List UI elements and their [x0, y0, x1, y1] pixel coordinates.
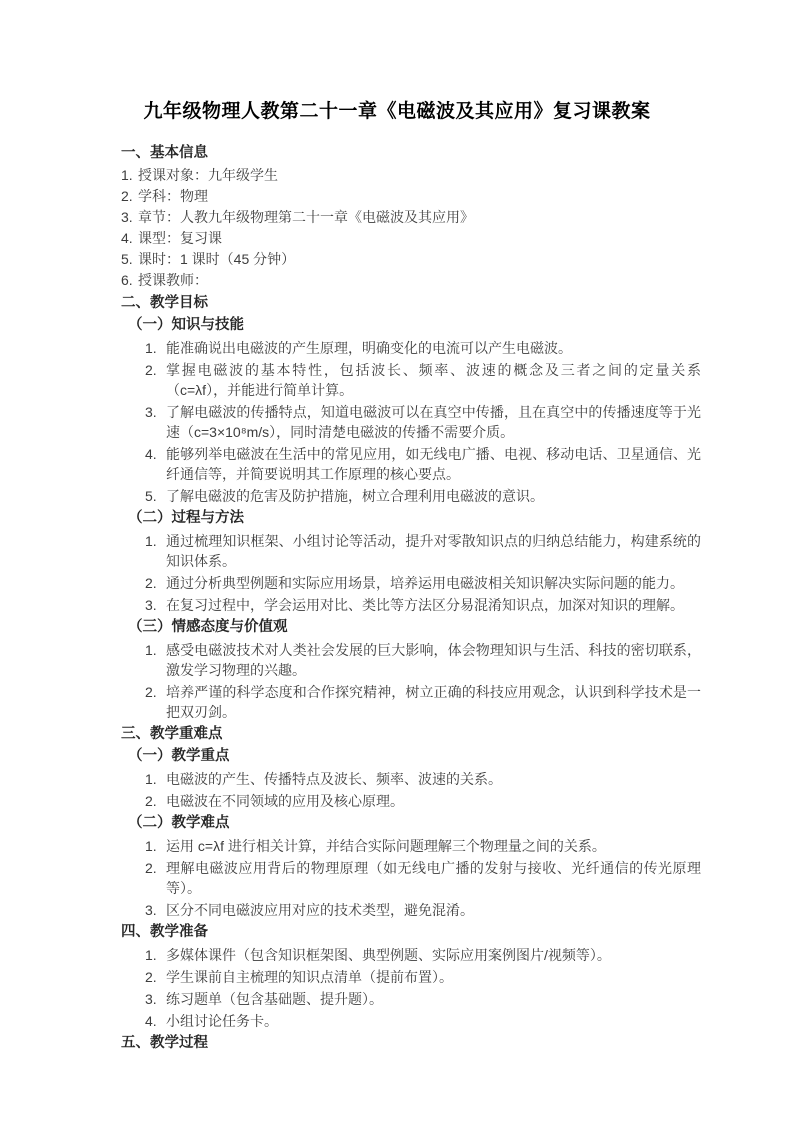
item-text: 运用 c=λf 进行相关计算，并结合实际问题理解三个物理量之间的关系。	[166, 838, 606, 854]
item-number: 1.	[145, 838, 157, 854]
item-text: 学生课前自主梳理的知识点清单（提前布置）。	[166, 969, 453, 985]
list-item	[121, 486, 701, 506]
list-item	[121, 640, 701, 680]
subsection-heading: （二）教学难点	[128, 815, 230, 831]
item-number: 2.	[145, 969, 157, 985]
item-number: 2.	[145, 362, 157, 378]
list-item	[121, 573, 701, 593]
item-text: 了解电磁波的危害及防护措施，树立合理利用电磁波的意识。	[166, 488, 544, 504]
item-text: 授课对象：九年级学生	[138, 167, 278, 183]
subsection-heading: （二）过程与方法	[128, 510, 244, 526]
item-number: 3.	[145, 902, 157, 918]
item-number: 4.	[145, 1013, 157, 1029]
list-item	[121, 595, 701, 615]
info-line	[121, 186, 701, 207]
list-item	[121, 444, 701, 484]
item-text: 能够列举电磁波在生活中的常见应用，如无线电广播、电视、移动电话、卫星通信、光纤通信等，并简要说明其工作原理的核心要点。	[166, 446, 701, 482]
item-text: 能准确说出电磁波的产生原理，明确变化的电流可以产生电磁波。	[166, 340, 572, 356]
item-text: 理解电磁波应用背后的物理原理（如无线电广播的发射与接收、光纤通信的传光原理等）。	[166, 860, 701, 896]
item-number: 1.	[121, 167, 133, 183]
item-number: 3.	[145, 597, 157, 613]
item-number: 1.	[145, 340, 157, 356]
list-item	[121, 769, 701, 789]
item-text: 通过梳理知识框架、小组讨论等活动，提升对零散知识点的归纳总结能力，构建系统的知识体系。	[166, 533, 701, 569]
item-text: 培养严谨的科学态度和合作探究精神，树立正确的科技应用观念，认识到科学技术是一把双刃剑。	[166, 684, 701, 720]
item-number: 1.	[145, 947, 157, 963]
item-text: 多媒体课件（包含知识框架图、典型例题、实际应用案例图片/视频等）。	[166, 947, 611, 963]
item-text: 课时：1 课时（45 分钟）	[138, 251, 296, 267]
info-line	[121, 249, 701, 270]
item-text: 掌握电磁波的基本特性，包括波长、频率、波速的概念及三者之间的定量关系（c=λf），并能进行简单计算。	[166, 362, 701, 398]
item-text: 课型：复习课	[138, 230, 222, 246]
list-item	[121, 858, 701, 898]
list-item	[121, 402, 701, 442]
list-item	[121, 900, 701, 920]
section-heading: 五、教学过程	[121, 1035, 208, 1051]
list-item	[121, 360, 701, 400]
item-number: 2.	[145, 684, 157, 700]
item-text: 电磁波在不同领域的应用及核心原理。	[166, 793, 404, 809]
document-body	[121, 143, 701, 1054]
section-heading: 二、教学目标	[121, 295, 208, 311]
section-heading: 一、基本信息	[121, 145, 208, 161]
item-text: 区分不同电磁波应用对应的技术类型，避免混淆。	[166, 902, 474, 918]
item-text: 章节：人教九年级物理第二十一章《电磁波及其应用》	[138, 209, 474, 225]
list-item	[121, 791, 701, 811]
item-number: 4.	[121, 230, 133, 246]
list-item	[121, 682, 701, 722]
item-text: 了解电磁波的传播特点，知道电磁波可以在真空中传播，且在真空中的传播速度等于光速（c=3×10⁸m/s），同时清楚电磁波的传播不需要介质。	[166, 404, 701, 440]
info-line	[121, 270, 701, 291]
item-number: 2.	[121, 188, 133, 204]
item-text: 在复习过程中，学会运用对比、类比等方法区分易混淆知识点，加深对知识的理解。	[166, 597, 684, 613]
item-number: 1.	[145, 771, 157, 787]
list-item	[121, 1011, 701, 1031]
item-number: 5.	[121, 251, 133, 267]
item-number: 2.	[145, 793, 157, 809]
info-line	[121, 228, 701, 249]
list-item	[121, 338, 701, 358]
item-number: 1.	[145, 533, 157, 549]
item-number: 1.	[145, 642, 157, 658]
item-number: 2.	[145, 860, 157, 876]
item-number: 5.	[145, 488, 157, 504]
item-number: 3.	[121, 209, 133, 225]
item-text: 学科：物理	[138, 188, 208, 204]
subsection-heading: （一）知识与技能	[128, 317, 244, 333]
subsection-heading: （一）教学重点	[128, 748, 230, 764]
item-text: 感受电磁波技术对人类社会发展的巨大影响，体会物理知识与生活、科技的密切联系，激发学习物理的兴趣。	[166, 642, 701, 678]
item-number: 3.	[145, 991, 157, 1007]
list-item	[121, 989, 701, 1009]
document-title: 九年级物理人教第二十一章《电磁波及其应用》复习课教案	[143, 101, 651, 122]
item-number: 3.	[145, 404, 157, 420]
item-number: 2.	[145, 575, 157, 591]
info-line	[121, 165, 701, 186]
item-text: 电磁波的产生、传播特点及波长、频率、波速的关系。	[166, 771, 502, 787]
section-heading: 四、教学准备	[121, 924, 208, 940]
list-item	[121, 531, 701, 571]
item-number: 4.	[145, 446, 157, 462]
item-text: 小组讨论任务卡。	[166, 1013, 278, 1029]
info-line	[121, 207, 701, 228]
item-number: 6.	[121, 272, 133, 288]
subsection-heading: （三）情感态度与价值观	[128, 619, 288, 635]
list-item	[121, 945, 701, 965]
section-heading: 三、教学重难点	[121, 726, 223, 742]
list-item	[121, 836, 701, 856]
item-text: 练习题单（包含基础题、提升题）。	[166, 991, 383, 1007]
list-item	[121, 967, 701, 987]
item-text: 通过分析典型例题和实际应用场景，培养运用电磁波相关知识解决实际问题的能力。	[166, 575, 684, 591]
item-text: 授课教师：	[138, 272, 208, 288]
